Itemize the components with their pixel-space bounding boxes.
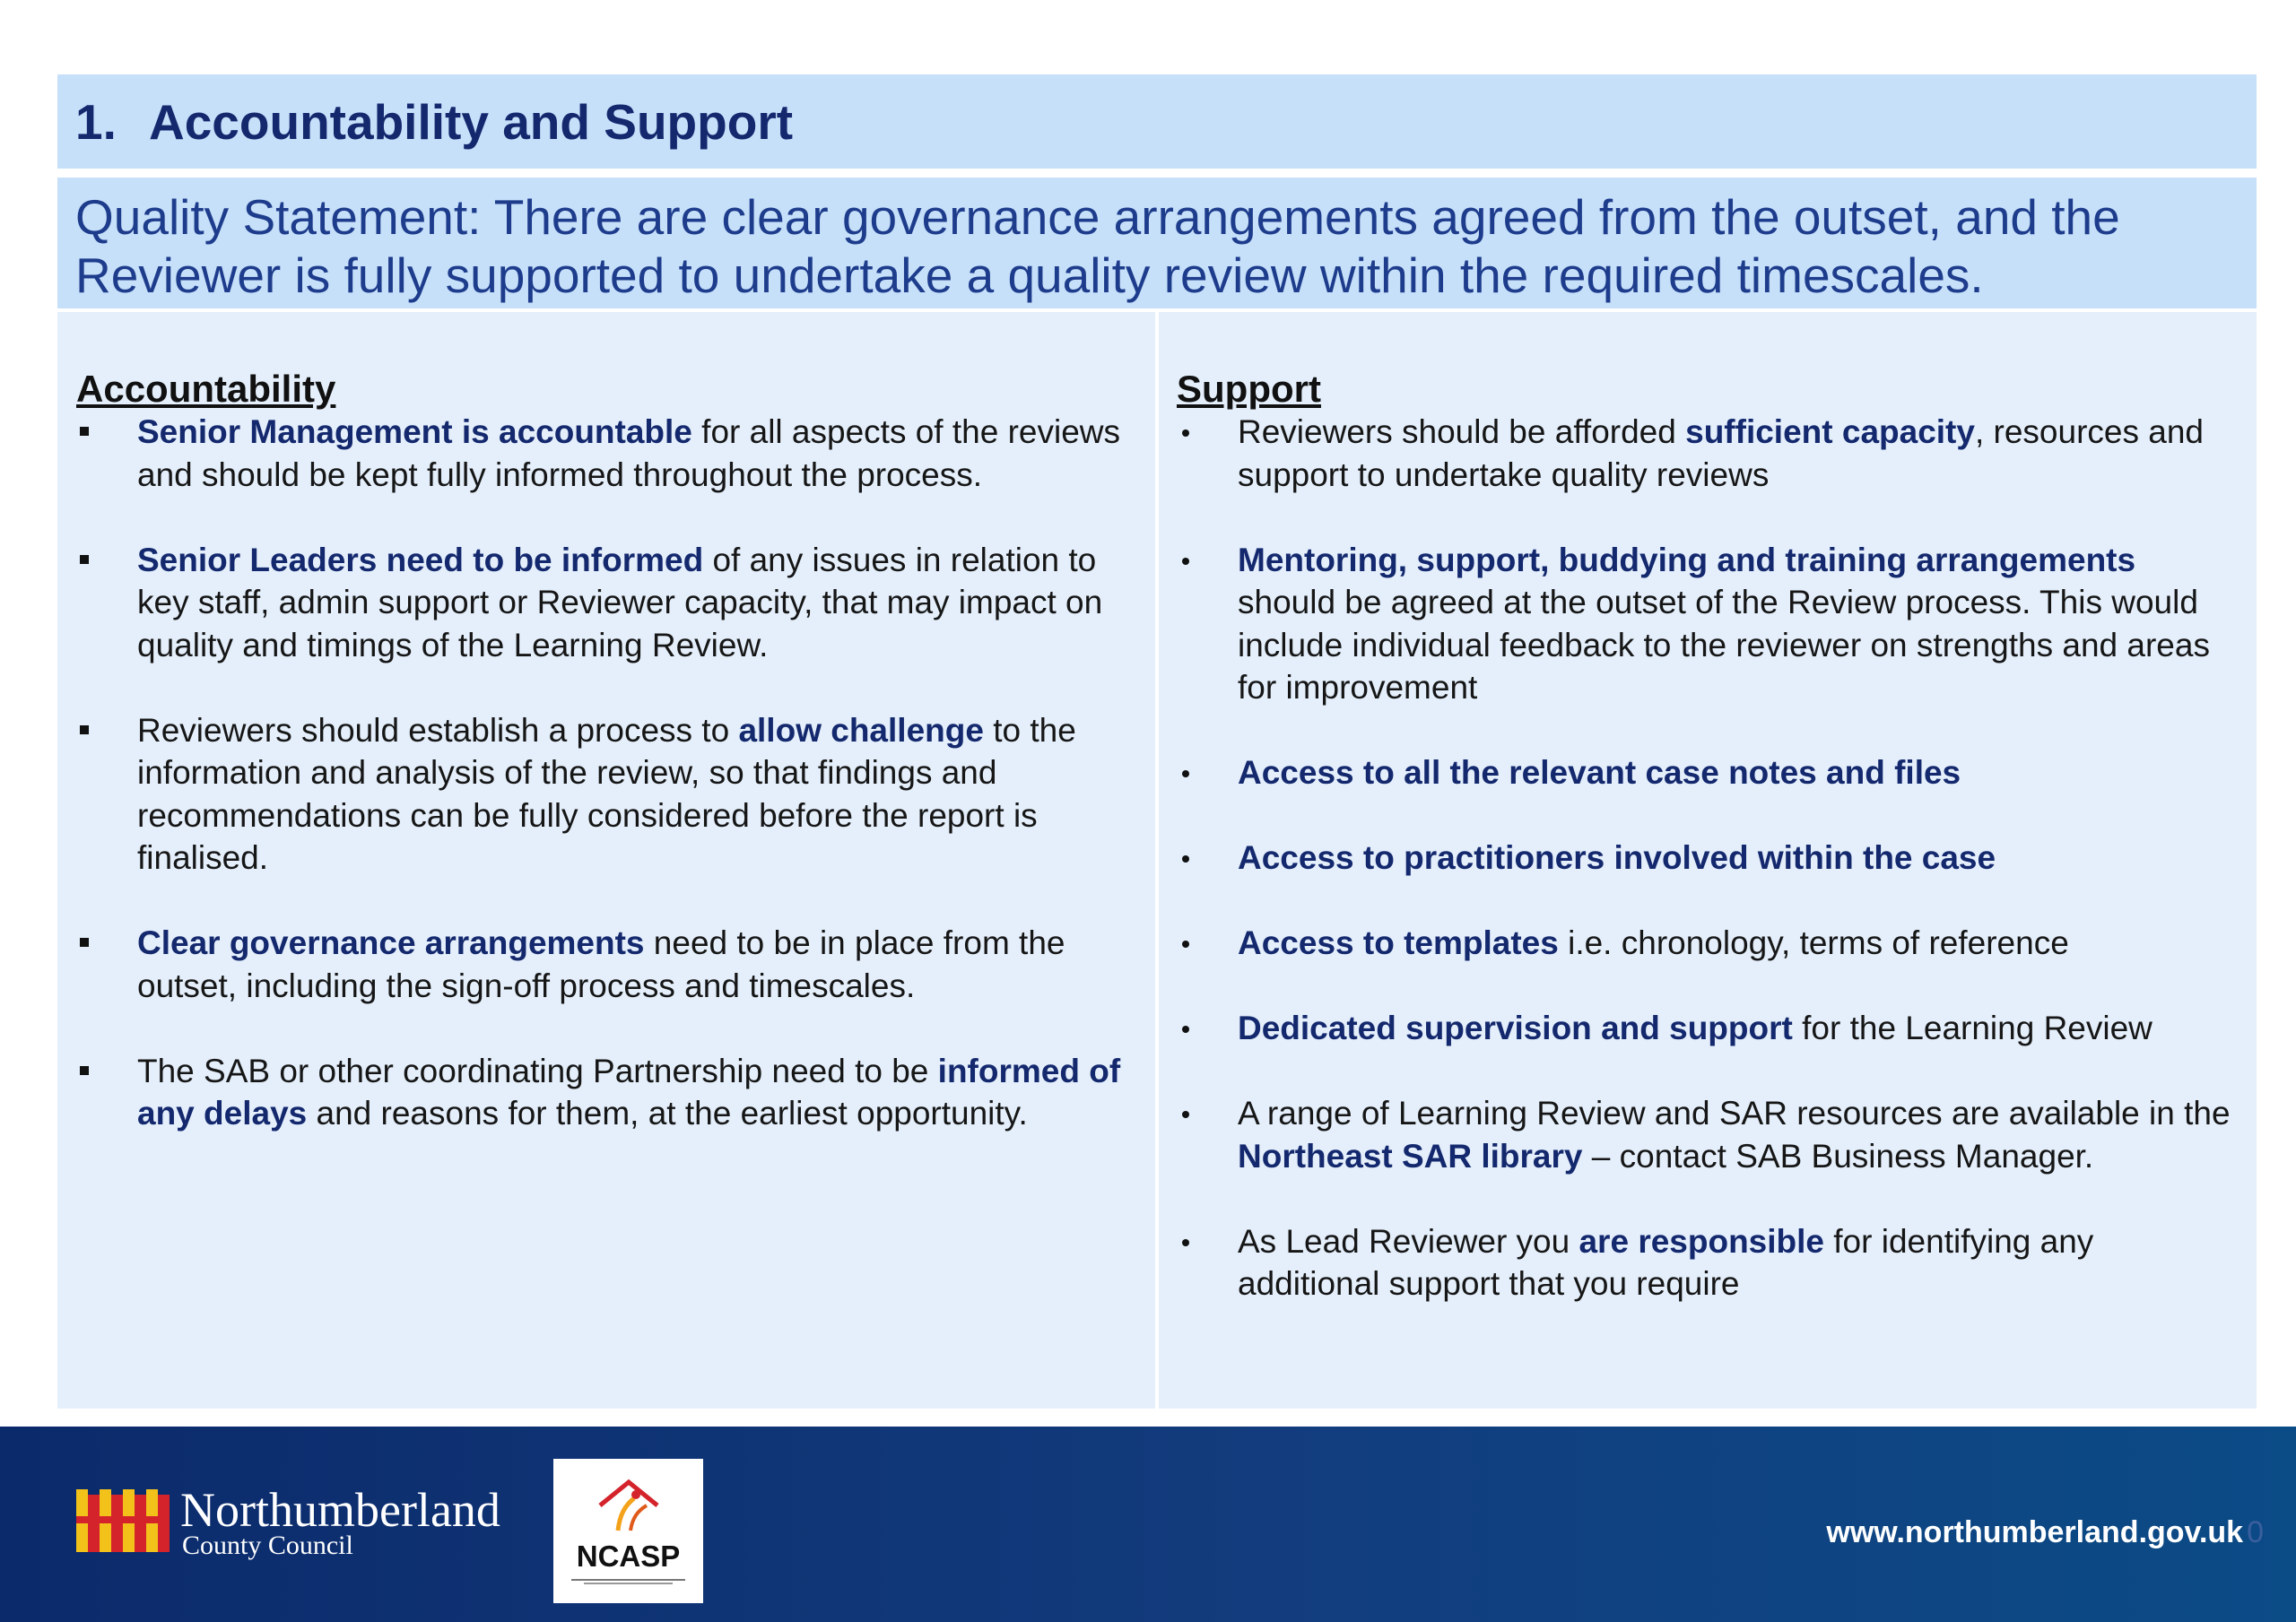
item-highlight: Access to all the relevant case notes and files (1238, 754, 1961, 791)
item-highlight: Clear governance arrangements (137, 924, 645, 961)
list-item (76, 539, 1137, 667)
accountability-panel (57, 312, 1155, 1409)
item-text: – contact SAB Business Manager. (1582, 1137, 2094, 1175)
accountability-title: Accountability (76, 368, 336, 410)
item-highlight: Access to practitioners involved within the case (1238, 839, 1996, 876)
item-text: for all aspects of the reviews and should be kept fully informed throughout the process. (137, 413, 1120, 493)
item-highlight: Access to templates (1238, 924, 1559, 961)
list-item (1177, 751, 2239, 794)
item-text: The SAB or other coordinating Partnership need to be (137, 1052, 938, 1089)
list-item (76, 709, 1137, 880)
item-highlight: sufficient capacity (1685, 413, 1975, 450)
item-text: Reviewers should be afforded (1238, 413, 1686, 450)
list-item (76, 922, 1137, 1007)
item-text: , resources and support to undertake quality reviews (1238, 413, 2204, 493)
ncasp-house-icon (591, 1475, 666, 1541)
list-item (1177, 411, 2239, 496)
item-text: and reasons for them, at the earliest opportunity. (307, 1095, 1028, 1132)
list-item (1177, 1092, 2239, 1177)
ncasp-tagline-icon (571, 1577, 685, 1586)
section-number: 1. (75, 93, 117, 150)
list-item (76, 411, 1137, 496)
list-item (1177, 922, 2239, 965)
item-highlight: Northeast SAR library (1238, 1137, 1583, 1175)
list-item (1177, 837, 2239, 880)
council-name: Northumberland (180, 1483, 500, 1537)
item-highlight: Senior Leaders need to be informed (137, 541, 704, 578)
ncasp-logo[interactable] (553, 1459, 703, 1603)
ncasp-text: NCASP (576, 1540, 681, 1573)
quality-statement: Quality Statement: There are clear governance arrangements agreed from the outset, and the Reviewer is fully supported to undertake a quality review within the required timescales. (57, 178, 2257, 308)
item-highlight: are responsible (1578, 1222, 1824, 1260)
item-text: As Lead Reviewer you (1238, 1222, 1579, 1260)
support-panel (1159, 312, 2257, 1409)
item-highlight: Senior Management is accountable (137, 413, 692, 450)
list-item (1177, 539, 2239, 709)
item-text: need to be in place from the outset, including the sign-off process and timescales. (137, 924, 1065, 1004)
council-flag-icon (76, 1489, 170, 1552)
item-text: A range of Learning Review and SAR resources are available in the (1238, 1095, 2231, 1132)
item-highlight: Mentoring, support, buddying and training arrangements (1238, 541, 2136, 578)
website-text: www.northumberland.gov.uk (1826, 1515, 2244, 1549)
council-subtitle: County Council (182, 1531, 353, 1560)
item-text: for the Learning Review (1792, 1010, 2152, 1046)
item-highlight: informed of any delays (137, 1052, 1121, 1132)
support-title: Support (1177, 368, 1321, 410)
item-highlight: allow challenge (738, 711, 984, 749)
section-heading (57, 74, 2257, 169)
footer-bar (0, 1427, 2296, 1622)
website-url[interactable] (1826, 1515, 2264, 1550)
section-title: Accountability and Support (149, 93, 794, 150)
item-text: to the information and analysis of the review, so that findings and recommendations can be fully considered before the report is finalised. (137, 711, 1076, 876)
northumberland-logo[interactable] (76, 1483, 525, 1579)
item-highlight: Dedicated supervision and support (1238, 1010, 1793, 1046)
item-text: i.e. chronology, terms of reference (1558, 924, 2069, 961)
support-list (1177, 411, 2239, 1305)
list-item (76, 1050, 1137, 1135)
item-text: should be agreed at the outset of the Review process. This would include individual feedback to the reviewer on strengths and areas for improvement (1238, 584, 2210, 706)
page-number: 0 (2247, 1515, 2264, 1549)
item-text: for identifying any additional support that you require (1238, 1222, 2094, 1302)
list-item (1177, 1007, 2239, 1050)
item-text: Reviewers should establish a process to (137, 711, 739, 749)
item-text: of any issues in relation to key staff, admin support or Reviewer capacity, that may impact on quality and timings of the Learning Review. (137, 541, 1103, 664)
accountability-list (76, 411, 1137, 1135)
list-item (1177, 1220, 2239, 1305)
